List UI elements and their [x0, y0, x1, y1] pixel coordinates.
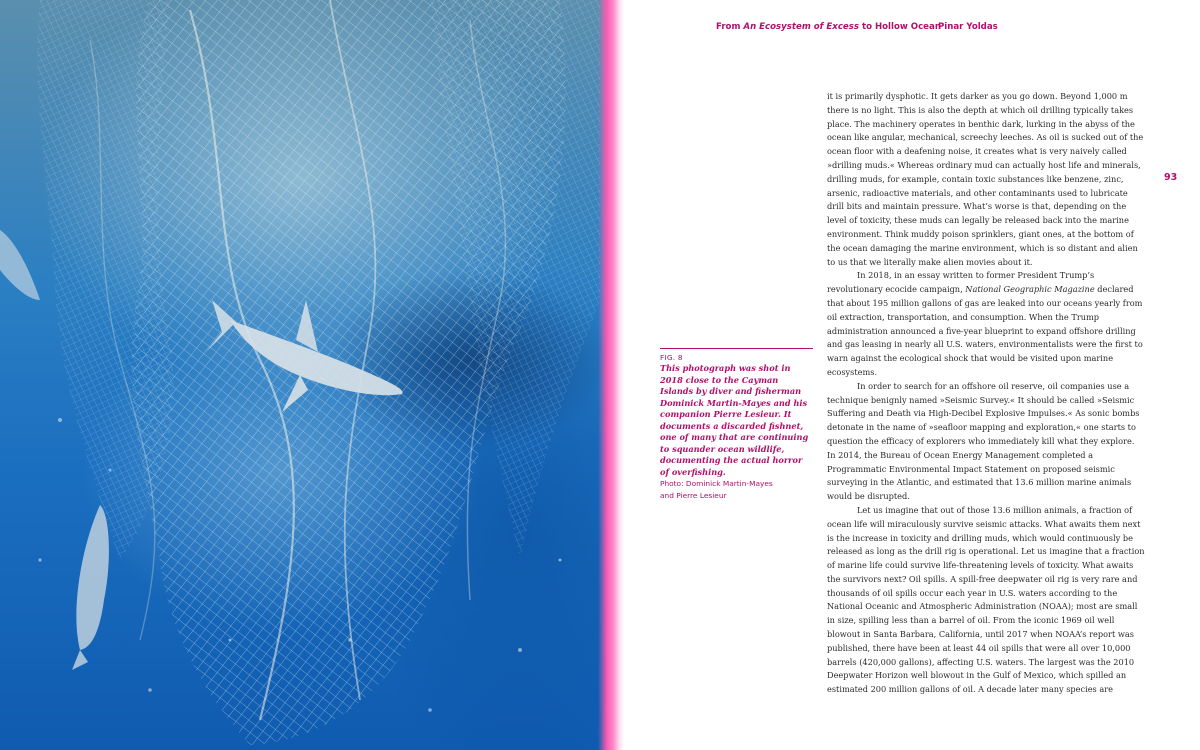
body-text	[827, 90, 1145, 697]
paragraph: In order to search for an offshore oil reserve, oil companies use a technique benignly named »Seismic Survey.« It should be called »Seismic Suffering and Death via High-Decibel Explosive Impulses.« As sonic bombs detonate in the name of »seafloor mapping and exploration,« one starts to question the efficacy of explorers who immediately kill what they explore. In 2014, the Bureau of Ocean Energy Management completed a Programmatic Environmental Impact Statement on proposed seismic surveying in the Atlantic, and estimated that 13.6 million marine animals would be disrupted.	[827, 380, 1140, 502]
page-gutter-highlight	[598, 0, 624, 750]
page-number: 93	[1164, 172, 1178, 183]
italic-title: National Geographic Magazine	[965, 284, 1095, 295]
running-head	[716, 22, 1016, 32]
figure-caption	[660, 348, 813, 501]
paragraph: In 2018, in an essay written to former President Trump’s revolutionary ecocide campaign, National Geographic Magazine declared that about 195 million gallons of gas are leaked into our oceans yearly from oil extraction, transportation, and consumption. When the Trump administration announced a five-year blueprint to expand offshore drilling and gas leasing in nearly all U.S. waters, environmentalists were the first to warn against the ecological shock that would be visited upon marine ecosystems.	[827, 270, 1143, 377]
fish	[0, 230, 40, 300]
running-head-author: Pinar Yoldas	[938, 22, 998, 32]
running-head-book: From An Ecosystem of Excess to Hollow Ocean	[716, 22, 941, 32]
caption-text: This photograph was shot in 2018 close to the Cayman Islands by diver and fisherman Dominick Martin-Mayes and his companion Pierre Lesieur. It documents a discarded fishnet, one of many that are continuing to squander ocean wildlife, documenting the actual horror of overfishing.	[660, 363, 809, 477]
figure-label: FIG. 8	[660, 353, 683, 362]
photo-credit: Photo: Dominick Martin-Mayes and Pierre Lesieur	[660, 479, 773, 500]
fish	[72, 505, 109, 670]
paragraph: it is primarily dysphotic. It gets darker as you go down. Beyond 1,000 m there is no light. This is also the depth at which oil drilling typically takes place. The machinery operates in benthic dark, lurking in the abyss of the ocean like angular, mechanical, screechy leeches. As oil is sucked out of the ocean floor with a deafening noise, it creates what is very naively called »drilling muds.« Whereas ordinary mud can actually host life and minerals, drilling muds, for example, contain toxic substances like benzene, zinc, arsenic, radioactive materials, and other contaminants used to lubricate drill bits and maintain pressure. What’s worse is that, depending on the level of toxicity, these muds can legally be released back into the marine environment. Think muddy poison sprinklers, giant ones, at the bottom of the ocean damaging the marine environment, which is so distant and alien to us that we literally make alien movies about it.	[827, 91, 1144, 267]
paragraph: Let us imagine that out of those 13.6 million animals, a fraction of ocean life will miraculously survive seismic attacks. What awaits them next is the increase in toxicity and drilling muds, which would continuously be released as long as the drill rig is operational. Let us imagine that a fraction of marine life could survive life-threatening levels of toxicity. What awaits the survivors next? Oil spills. A spill-free deepwater oil rig is very rare and thousands of oil spills occur each year in U.S. waters according to the National Oceanic and Atmospheric Administration (NOAA); most are small in size, spilling less than a barrel of oil. From the iconic 1969 oil well blowout in Santa Barbara, California, until 2017 when NOAA’s report was published, there have been at least 44 oil spills that were all over 10,000 barrels (420,000 gallons), affecting U.S. waters. The largest was the 2010 Deepwater Horizon well blowout in the Gulf of Mexico, which spilled an estimated 200 million gallons of oil. A decade later many species are	[827, 504, 1145, 695]
